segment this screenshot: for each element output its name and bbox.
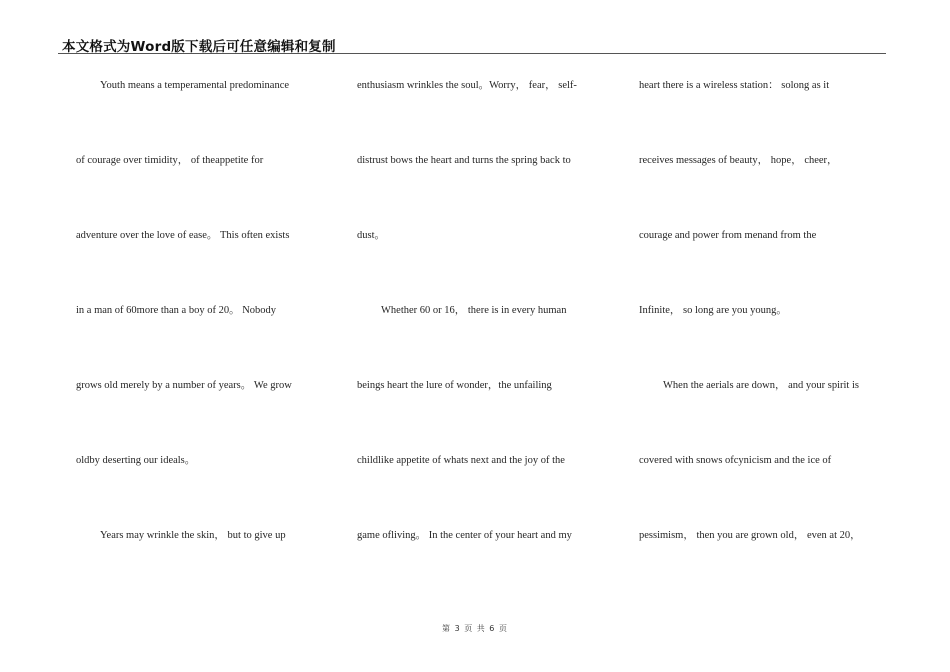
header-divider [58,53,886,54]
text-line: adventure over the love of ease。 This often exists [76,230,290,241]
text-line: Infinite， so long are you young。 [639,305,787,316]
text-line: When the aerials are down， and your spirit is [663,380,859,391]
text-line: game ofliving。 In the center of your heart and my [357,530,572,541]
text-line: in a man of 60more than a boy of 20。 Nobody [76,305,277,316]
text-column-1 [76,78,324,603]
page-number-footer: 第 3 页 共 6 页 [442,624,508,633]
text-line: of courage over timidity， of theappetite for [76,155,264,166]
text-line: covered with snows ofcynicism and the ice of [639,455,832,466]
text-line: pessimism， then you are grown old， even at 20， [639,530,861,541]
text-line: receives messages of beauty， hope， cheer， [639,155,838,166]
text-column-3 [639,78,887,603]
text-line: grows old merely by a number of years。 We grow [76,380,292,391]
text-line: distrust bows the heart and turns the spring back to [357,155,571,166]
text-line: enthusiasm wrinkles the soul。Worry， fear， self- [357,80,577,91]
document-header-title: 本文格式为Word版下载后可任意编辑和复制 [62,39,336,55]
text-line: Youth means a temperamental predominance [100,80,290,91]
text-line: beings heart the lure of wonder，the unfailing [357,380,552,391]
text-line: Whether 60 or 16， there is in every human [381,305,567,316]
text-line: courage and power from menand from the [639,230,817,241]
text-line: oldby deserting our ideals。 [76,455,196,466]
text-line: dust。 [357,230,386,241]
page-header [62,35,888,53]
text-line: Years may wrinkle the skin， but to give up [100,530,286,541]
text-line: childlike appetite of whats next and the joy of the [357,455,565,466]
text-line: heart there is a wireless station： solong as it [639,80,830,91]
text-column-2 [357,78,605,603]
